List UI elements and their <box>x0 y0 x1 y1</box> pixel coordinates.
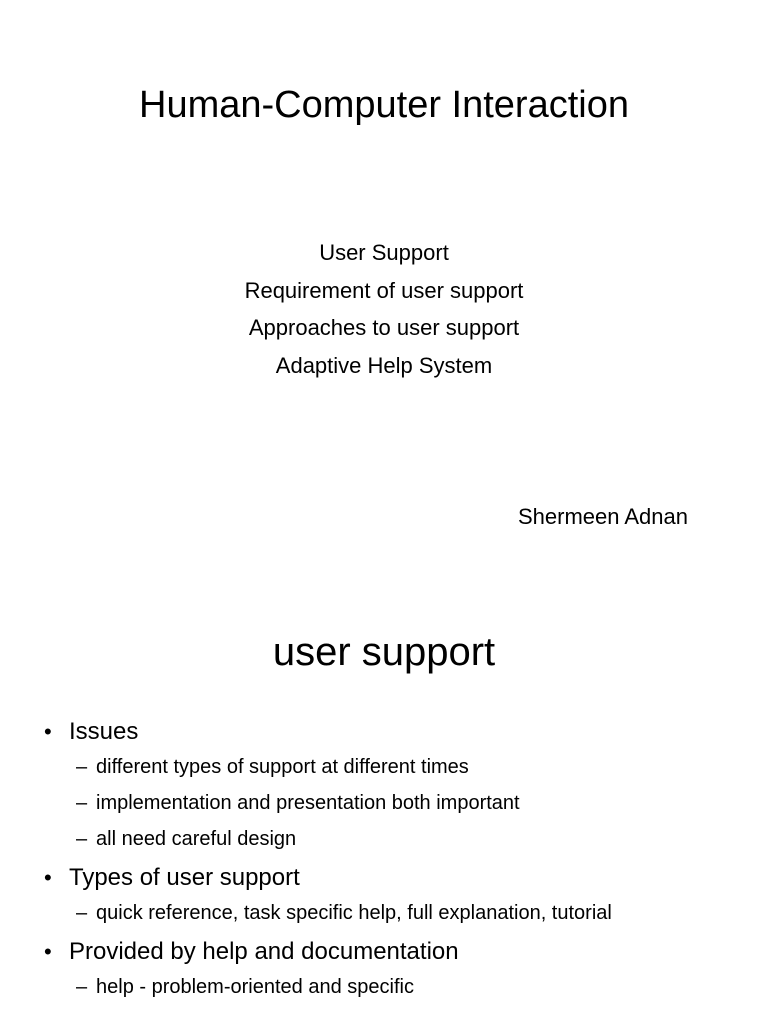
dash-icon: – <box>76 902 88 924</box>
slide-title: Human-Computer Interaction <box>139 84 629 126</box>
sub-bullet-text: quick reference, task specific help, full explanation, tutorial <box>96 902 612 924</box>
dash-icon: – <box>76 756 88 778</box>
bullet-item <box>44 715 744 749</box>
sub-bullet-text: help - problem-oriented and specific <box>96 976 414 998</box>
topic-item: Requirement of user support <box>244 277 524 303</box>
bullet-text: Types of user support <box>69 864 300 891</box>
sub-bullet-item <box>44 749 744 785</box>
dash-icon: – <box>76 976 88 998</box>
sub-bullet-item <box>44 969 744 1005</box>
slide-title: user support <box>272 630 496 674</box>
bullet-item <box>44 935 744 969</box>
author-name: Shermeen Adnan <box>517 504 688 529</box>
sub-bullet-item <box>44 895 744 931</box>
bullet-text: Issues <box>69 718 139 745</box>
sub-bullet-text: different types of support at different times <box>96 756 469 778</box>
dash-icon: – <box>76 792 88 814</box>
topic-item: User Support <box>319 240 449 265</box>
sub-bullet-text: implementation and presentation both important <box>96 792 520 814</box>
dash-icon: – <box>76 828 88 850</box>
bullet-icon: • <box>44 719 52 744</box>
sub-bullet-item <box>44 785 744 821</box>
bullet-icon: • <box>44 939 52 964</box>
topic-item: Adaptive Help System <box>275 352 493 378</box>
bullet-icon: • <box>44 865 52 890</box>
bullet-text: Provided by help and documentation <box>69 938 459 965</box>
bullet-item <box>44 861 744 895</box>
bullet-list <box>44 715 744 1005</box>
topic-item: Approaches to user support <box>248 315 520 340</box>
sub-bullet-item <box>44 821 744 857</box>
slide-2 <box>0 576 768 1024</box>
sub-bullet-text: all need careful design <box>96 828 297 850</box>
topic-list <box>0 234 768 384</box>
